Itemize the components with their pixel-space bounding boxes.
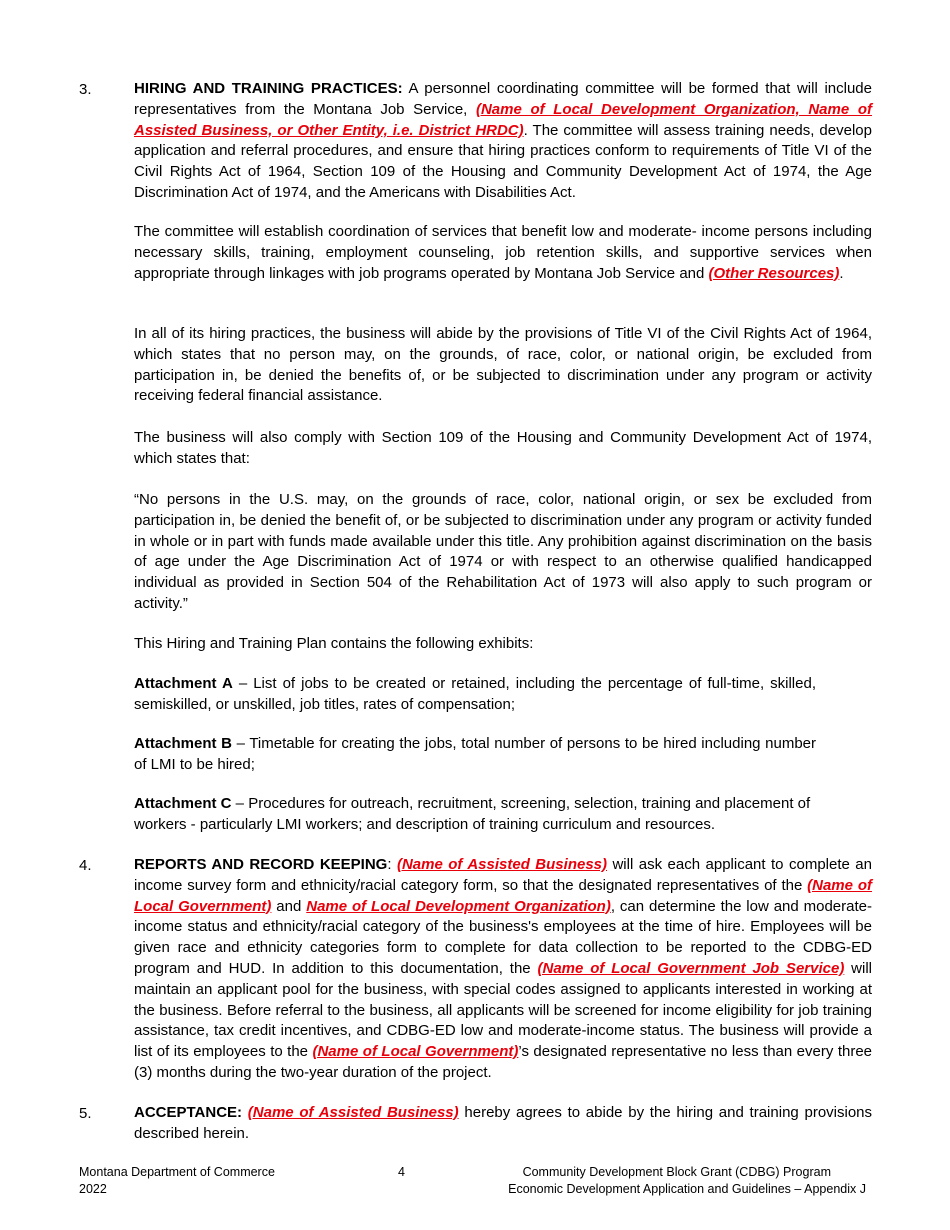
section-3-exhibits-intro: This Hiring and Training Plan contains the following exhibits: xyxy=(134,635,534,652)
placeholder-local-dev-org: (Name of Local Development Organization, Name of Assisted Business, or Other Entity, i.e. District HRDC) xyxy=(134,100,873,139)
footer-year: 2022 xyxy=(79,1182,107,1196)
attachment-b xyxy=(134,734,816,776)
section-3-paragraph-4: The business will also comply with Section 109 of the Housing and Community Development Act of 1974, which states that: xyxy=(134,429,872,467)
footer-page-number: 4 xyxy=(398,1165,405,1179)
footer-program: Community Development Block Grant (CDBG) Program xyxy=(522,1165,831,1179)
attachment-a xyxy=(134,674,816,716)
placeholder-local-government: (Name of Local Government) xyxy=(134,876,872,915)
section-4-text: ’s designated representative no less than every three (3) months during the two-year duration of the project. xyxy=(134,1043,873,1081)
section-3-number: 3. xyxy=(79,81,92,98)
section-3-text: The committee will establish coordination of services that benefit low and moderate- income persons including necessary skills, training, employment counseling, job retention skills, and supportive services when appropriate through linkages with job programs operated by Montana Job Service and xyxy=(134,223,872,282)
section-4-paragraph xyxy=(134,855,872,1084)
section-5-heading: ACCEPTANCE: xyxy=(134,1104,243,1121)
section-4-number: 4. xyxy=(79,857,92,874)
section-3-paragraph-1 xyxy=(134,79,872,204)
attachment-a-text: – List of jobs to be created or retained, including the percentage of full-time, skilled, semiskilled, or unskilled, job titles, rates of compensation; xyxy=(134,675,816,713)
section-5-number: 5. xyxy=(79,1105,92,1122)
placeholder-local-dev-org: Name of Local Development Organization) xyxy=(306,897,611,915)
section-4-text: will maintain an applicant pool for the business, with special codes assigned to applicants interested in working at the business. Before referral to the business, all applicants will be screened for income eligibility for job training assistance, tax credit incentives, and CDBG-ED low and moderate-income status. The business will provide a list of its employees to the xyxy=(134,959,872,1061)
footer-guide: Economic Development Application and Guidelines – Appendix J xyxy=(508,1182,866,1196)
section-3-text: . xyxy=(839,264,844,282)
section-3-paragraph-3: In all of its hiring practices, the business will abide by the provisions of Title VI of the Civil Rights Act of 1964, which states that no person may, on the grounds, of race, color, or national origin, be excluded from participation in, be denied the benefits of, or be subjected to discrimination under any program or activity receiving federal financial assistance. xyxy=(134,325,872,405)
placeholder-other-resources: (Other Resources) xyxy=(708,264,840,282)
footer-right xyxy=(470,1164,866,1198)
footer-org: Montana Department of Commerce xyxy=(79,1165,275,1179)
footer-left xyxy=(79,1164,275,1198)
section-5-text: hereby agrees to abide by the hiring and training provisions described herein. xyxy=(134,1104,873,1142)
section-4-text: will ask each applicant to complete an income survey form and ethnicity/racial category form, so that the designated representatives of the xyxy=(134,856,872,894)
section-4-text: and xyxy=(271,897,307,915)
placeholder-local-government: (Name of Local Government) xyxy=(312,1043,519,1061)
section-4-text: : xyxy=(387,856,397,873)
attachment-b-label: Attachment B xyxy=(134,735,232,752)
section-3-paragraph-2 xyxy=(134,222,872,284)
attachment-c-text: – Procedures for outreach, recruitment, screening, selection, training and placement of workers - particularly LMI workers; and description of training curriculum and resources. xyxy=(134,795,811,833)
placeholder-assisted-business: (Name of Assisted Business) xyxy=(396,856,607,873)
attachment-c-label: Attachment C xyxy=(134,795,232,812)
attachment-a-label: Attachment A xyxy=(134,675,233,692)
placeholder-job-service: (Name of Local Government Job Service) xyxy=(537,959,845,977)
section-3-quote: “No persons in the U.S. may, on the grounds of race, color, national origin, or sex be excluded from participation in, be denied the benefit of, or be subjected to discrimination under any program or activity funded in whole or in part with funds made available under this title. Any prohibition against discrimination on the basis of age under the Age Discrimination Act of 1974 or with respect to an otherwise qualified handicapped individual as provided in Section 504 of the Rehabilitation Act of 1973 will also apply to such program or activity.” xyxy=(134,491,872,612)
section-5-paragraph xyxy=(134,1103,872,1145)
attachment-c xyxy=(134,794,820,836)
section-3-text: A personnel coordinating committee will be formed that will include representatives from the Montana Job Service, xyxy=(134,80,872,118)
attachment-b-text: – Timetable for creating the jobs, total number of persons to be hired including number of LMI to be hired; xyxy=(134,735,816,773)
section-3-text: . The committee will assess training needs, develop application and referral procedures, and ensure that hiring practices conform to requirements of Title VI of the Civil Rights Act of 1964, Section 109 of the Housing and Community Development Act of 1974, the Age Discrimination Act of 1974, and the Americans with Disabilities Act. xyxy=(134,121,872,201)
section-4-heading: REPORTS AND RECORD KEEPING xyxy=(134,856,388,873)
section-4-text: , can determine the low and moderate-income status and ethnicity/racial category of the business's employees at the time of hire. Employees will be given race and ethnicity categories form to complete for data collection to be reported to the CDBG-ED program and HUD. In addition to this documentation, the xyxy=(134,897,872,977)
section-3-heading: HIRING AND TRAINING PRACTICES: xyxy=(134,80,403,97)
placeholder-assisted-business: (Name of Assisted Business) xyxy=(247,1104,459,1121)
